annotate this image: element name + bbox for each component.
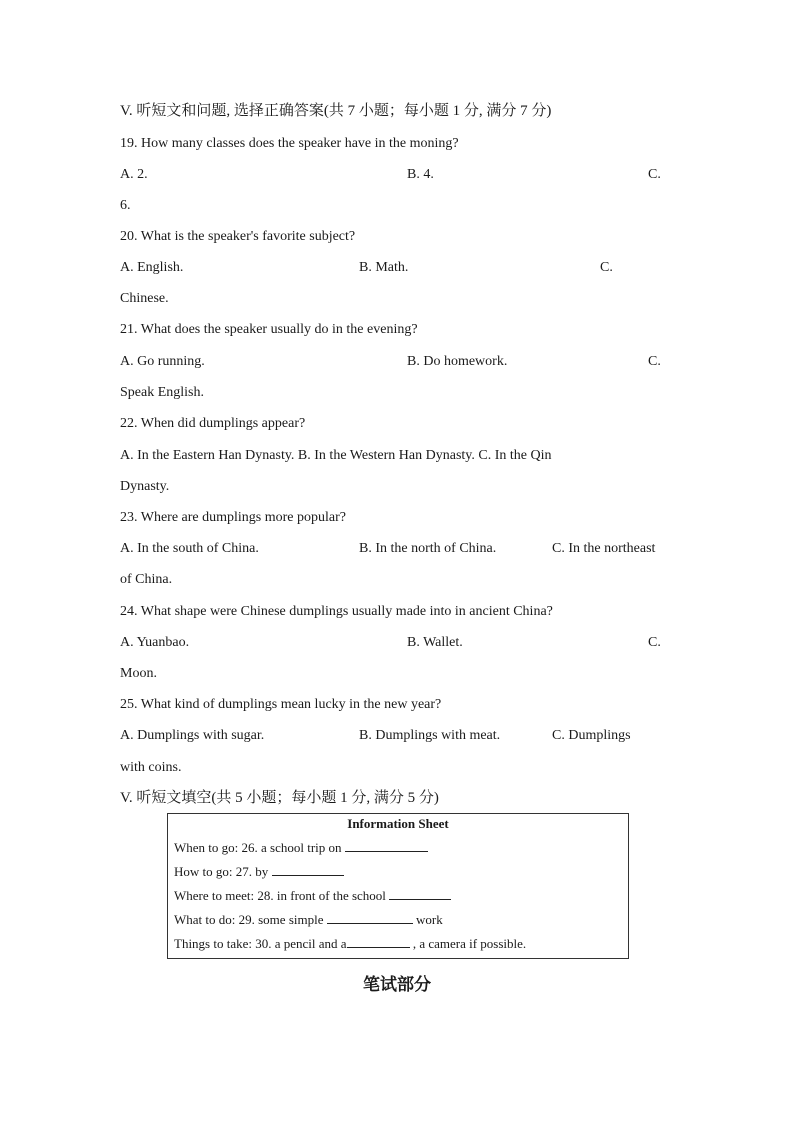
- info-row-26: [174, 839, 428, 856]
- information-sheet-title: Information Sheet: [347, 816, 449, 831]
- blank-27-input[interactable]: [272, 863, 344, 876]
- q20-option-c-text: Chinese.: [120, 291, 169, 306]
- q19-option-a: A. 2.: [120, 167, 148, 182]
- q22-options: A. In the Eastern Han Dynasty. B. In the Western Han Dynasty. C. In the Qin: [120, 448, 552, 463]
- question-19: 19. How many classes does the speaker have in the moning?: [120, 136, 459, 151]
- info-row-30-post: , a camera if possible.: [409, 936, 527, 951]
- q25-option-c-text: with coins.: [120, 760, 182, 775]
- q21-option-a: A. Go running.: [120, 354, 205, 369]
- q24-option-b: B. Wallet.: [407, 635, 463, 650]
- blank-30-input[interactable]: [347, 935, 410, 948]
- information-sheet: [167, 813, 629, 959]
- question-24: 24. What shape were Chinese dumplings usually made into in ancient China?: [120, 604, 553, 619]
- q21-option-b: B. Do homework.: [407, 354, 508, 369]
- q19-option-c: C.: [648, 167, 661, 182]
- q22-option-c-text: Dynasty.: [120, 479, 170, 494]
- info-row-29-text: What to do: 29. some simple: [174, 912, 327, 927]
- section-heading-listening-fill: V. 听短文填空(共 5 小题；每小题 1 分, 满分 5 分): [120, 790, 439, 806]
- written-test-section-title: 笔试部分: [363, 975, 431, 995]
- blank-28-input[interactable]: [389, 887, 451, 900]
- q21-option-c: C.: [648, 354, 661, 369]
- q20-option-b: B. Math.: [359, 260, 409, 275]
- q19-option-c-text: 6.: [120, 198, 131, 213]
- q25-option-b: B. Dumplings with meat.: [359, 728, 501, 743]
- q21-option-c-text: Speak English.: [120, 385, 204, 400]
- info-row-28: [174, 887, 451, 904]
- q20-option-c: C.: [600, 260, 613, 275]
- q24-option-c-text: Moon.: [120, 666, 157, 681]
- info-row-29-post: work: [412, 912, 443, 927]
- q19-option-b: B. 4.: [407, 167, 434, 182]
- q24-option-a: A. Yuanbao.: [120, 635, 190, 650]
- info-row-30-text: Things to take: 30. a pencil and a: [174, 936, 347, 951]
- q25-option-a: A. Dumplings with sugar.: [120, 728, 265, 743]
- q25-option-c: C. Dumplings: [552, 728, 631, 743]
- q20-option-a: A. English.: [120, 260, 184, 275]
- q23-option-b: B. In the north of China.: [359, 541, 497, 556]
- question-23: 23. Where are dumplings more popular?: [120, 510, 347, 525]
- blank-29-input[interactable]: [327, 911, 413, 924]
- info-row-28-text: Where to meet: 28. in front of the school: [174, 888, 390, 903]
- q24-option-c: C.: [648, 635, 661, 650]
- section-heading-listening-choice: V. 听短文和问题, 选择正确答案(共 7 小题；每小题 1 分, 满分 7 分): [120, 103, 552, 119]
- blank-26-input[interactable]: [345, 839, 428, 852]
- q23-option-a: A. In the south of China.: [120, 541, 259, 556]
- info-row-27: [174, 863, 344, 880]
- info-row-30: [174, 935, 526, 952]
- info-row-27-text: How to go: 27. by: [174, 864, 272, 879]
- q23-option-c-text: of China.: [120, 572, 173, 587]
- q23-option-c: C. In the northeast: [552, 541, 656, 556]
- question-25: 25. What kind of dumplings mean lucky in the new year?: [120, 697, 442, 712]
- question-22: 22. When did dumplings appear?: [120, 416, 306, 431]
- question-21: 21. What does the speaker usually do in the evening?: [120, 322, 418, 337]
- info-row-29: [174, 911, 443, 928]
- info-row-26-text: When to go: 26. a school trip on: [174, 840, 345, 855]
- question-20: 20. What is the speaker's favorite subject?: [120, 229, 356, 244]
